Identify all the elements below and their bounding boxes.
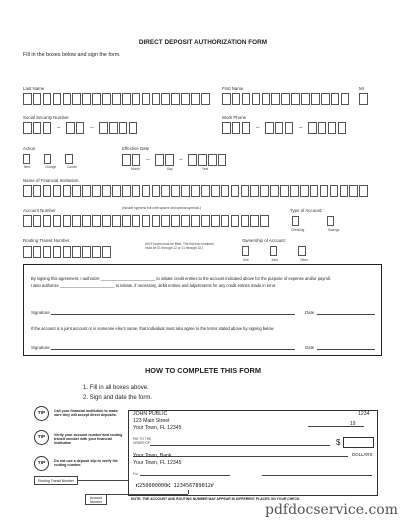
last-name-boxes[interactable] — [23, 93, 210, 105]
char-box[interactable] — [181, 215, 190, 227]
tip-icon-1: TIP — [34, 406, 49, 421]
ownership-boxes[interactable] — [242, 246, 306, 256]
howto-step-2: 2. Sign and date the form. — [83, 395, 153, 401]
char-box[interactable] — [43, 185, 52, 197]
type-of-account-label: Type of Account: — [290, 208, 323, 213]
own-other: Other — [300, 258, 308, 262]
ssn-boxes[interactable]: – – — [23, 122, 137, 134]
char-box[interactable] — [211, 185, 220, 197]
char-box[interactable] — [23, 185, 32, 197]
account-callout-text-1: Account — [89, 496, 103, 500]
check-pay-to: PAY TO THE — [133, 437, 152, 441]
account-callout — [85, 494, 107, 505]
char-box[interactable] — [320, 185, 329, 197]
char-box[interactable] — [161, 93, 170, 105]
check-dollar-sign: $ — [336, 438, 341, 447]
char-box[interactable] — [132, 185, 141, 197]
agreement-line-1: By signing this agreement, I authorize ________________________ to initiate credit entries to the account indicated above for the purpose of expense and/or payroll. — [31, 276, 331, 281]
char-box[interactable] — [311, 93, 320, 105]
char-box[interactable] — [181, 93, 190, 105]
date-line-2[interactable] — [317, 349, 375, 350]
char-box[interactable] — [252, 93, 261, 105]
check-micr: ⑆250000000⑆ 123456789012⑈ — [136, 483, 215, 489]
char-box[interactable] — [72, 185, 81, 197]
char-box[interactable] — [43, 215, 52, 227]
char-box[interactable] — [250, 215, 259, 227]
agreement-line-2: I also authorize ________________________ to initiate, if necessary, debit entries and adjustments for any credit entries made in error. — [31, 283, 277, 288]
action-boxes[interactable] — [23, 154, 73, 164]
tip-text-2: Verify your account number and routing transit number with your financial institution — [54, 433, 123, 446]
ssn-label: Social Security Number — [23, 115, 69, 120]
date-month: Month — [131, 167, 140, 171]
char-box[interactable] — [221, 215, 230, 227]
char-box[interactable] — [221, 185, 230, 197]
effective-date-label: Effective Date — [122, 146, 150, 151]
char-box[interactable] — [201, 185, 210, 197]
joint-note: If the account is a joint account or in someone else's name, that individual must also agree to the terms stated above by signing below — [31, 326, 274, 331]
check-name: JOHN PUBLIC — [133, 411, 168, 417]
watermark: pdfdocservice.com — [264, 502, 398, 518]
char-box[interactable] — [201, 215, 210, 227]
char-box[interactable] — [112, 93, 121, 105]
char-box[interactable] — [142, 215, 151, 227]
char-box[interactable] — [349, 185, 358, 197]
routing-note-1: (All 9 boxes must be filled. The first two numbers — [145, 242, 214, 246]
char-box[interactable] — [53, 93, 62, 105]
action-label: Action — [23, 146, 36, 151]
last-name-label: Last Name — [23, 86, 45, 91]
date-line-1[interactable] — [317, 314, 375, 315]
char-box[interactable] — [122, 93, 131, 105]
check-amount-box — [343, 437, 374, 448]
routing-callout-text: Routing Transit Number — [38, 478, 74, 483]
char-box[interactable] — [171, 185, 180, 197]
check-for: For — [133, 472, 138, 476]
own-self: Self — [243, 258, 249, 262]
char-box[interactable] — [222, 93, 231, 105]
form-title: DIRECT DEPOSIT AUTHORIZATION FORM — [138, 39, 268, 46]
char-box[interactable] — [300, 185, 309, 197]
check-payee-line — [150, 445, 330, 446]
char-box[interactable] — [290, 185, 299, 197]
date-day: Day — [167, 167, 173, 171]
account-type-boxes[interactable] — [292, 216, 334, 226]
char-box[interactable] — [211, 215, 220, 227]
char-box[interactable] — [132, 93, 141, 105]
fin-inst-label: Name of Financial Institution — [23, 178, 79, 183]
char-box[interactable] — [33, 185, 42, 197]
char-box[interactable] — [72, 93, 81, 105]
action-cancel: Cancel — [67, 165, 77, 169]
first-name-label: First Name — [222, 86, 244, 91]
char-box[interactable] — [102, 215, 111, 227]
char-box[interactable] — [161, 215, 170, 227]
check-dollars: DOLLARS — [352, 452, 373, 457]
char-box[interactable] — [82, 93, 91, 105]
tip-text-1: Call your financial institution to make sure they will accept direct deposits. — [54, 409, 118, 418]
char-box[interactable] — [330, 185, 339, 197]
check-address-1: 123 Main Street — [133, 418, 170, 424]
char-box[interactable] — [72, 215, 81, 227]
char-box[interactable] — [43, 246, 52, 258]
char-box[interactable] — [142, 185, 151, 197]
signature-line-2[interactable] — [51, 349, 295, 350]
char-box[interactable] — [53, 215, 62, 227]
type-checking: Checking — [291, 228, 305, 232]
char-box[interactable] — [82, 215, 91, 227]
check-bank: Your Town, Bank — [133, 453, 172, 459]
char-box[interactable] — [142, 93, 151, 105]
mi-box[interactable] — [359, 93, 368, 105]
routing-boxes[interactable] — [23, 246, 111, 258]
char-box[interactable] — [171, 93, 180, 105]
tip-icon-3: TIP — [34, 456, 49, 471]
char-box[interactable] — [63, 215, 72, 227]
check-bank-address: Your Town, FL 12345 — [133, 460, 182, 466]
char-box[interactable] — [33, 215, 42, 227]
char-box[interactable] — [321, 93, 330, 105]
fin-inst-boxes[interactable] — [23, 185, 368, 197]
char-box[interactable] — [33, 93, 42, 105]
char-box[interactable] — [270, 185, 279, 197]
char-box[interactable] — [250, 185, 259, 197]
howto-step-1: 1. Fill in all boxes above. — [83, 385, 149, 391]
char-box[interactable] — [122, 185, 131, 197]
char-box[interactable] — [63, 246, 72, 258]
check-address-2: Your Town, FL 12345 — [133, 425, 182, 431]
char-box[interactable] — [191, 185, 200, 197]
char-box[interactable] — [340, 185, 349, 197]
char-box[interactable] — [152, 93, 161, 105]
routing-note-2: must be 01 through 12 or 21 through 32.) — [145, 246, 204, 250]
routing-label: Routing Transit Number — [23, 238, 70, 243]
account-callout-line — [107, 494, 188, 495]
char-box[interactable] — [231, 185, 240, 197]
char-box[interactable] — [72, 246, 81, 258]
account-callout-text-2: Number — [89, 500, 103, 505]
char-box[interactable] — [53, 185, 62, 197]
date-label-2: Date — [305, 345, 315, 350]
ownership-label: Ownership of Account: — [242, 238, 286, 243]
char-box[interactable] — [122, 215, 131, 227]
check-date-suffix: 19 — [350, 421, 356, 427]
char-box[interactable] — [291, 93, 300, 105]
char-box[interactable] — [92, 246, 101, 258]
signature-label-2: Signature — [31, 345, 50, 350]
char-box[interactable] — [171, 215, 180, 227]
char-box[interactable] — [152, 185, 161, 197]
char-box[interactable] — [132, 215, 141, 227]
work-phone-boxes[interactable]: – – — [222, 122, 346, 134]
char-box[interactable] — [23, 215, 32, 227]
char-box[interactable] — [262, 93, 271, 105]
char-box[interactable] — [271, 93, 280, 105]
account-number-boxes[interactable] — [23, 215, 269, 227]
signature-line-1[interactable] — [51, 314, 295, 315]
char-box[interactable] — [260, 185, 269, 197]
routing-callout — [34, 476, 78, 485]
char-box[interactable] — [92, 185, 101, 197]
own-joint: Joint — [271, 258, 278, 262]
date-label-1: Date — [305, 310, 315, 315]
check-note: NOTE: THE ACCOUNT AND ROUTING NUMBER MAY APPEAR IN DIFFERENT PLACES ON YOUR CHECK. — [131, 497, 301, 501]
char-box[interactable] — [82, 185, 91, 197]
account-callout-stem — [188, 490, 189, 494]
char-box[interactable] — [281, 93, 290, 105]
char-box[interactable] — [23, 246, 32, 258]
char-box[interactable] — [82, 246, 91, 258]
char-box[interactable] — [191, 215, 200, 227]
check-signature-line — [262, 475, 372, 476]
account-number-note: (include hyphens but omit spaces and special symbols.) — [122, 206, 201, 210]
form-instructions: Fill in the boxes below and sign the form. — [23, 52, 121, 58]
effective-date-boxes[interactable]: – – — [122, 154, 226, 166]
check-for-line — [140, 475, 230, 476]
howto-title: HOW TO COMPLETE THIS FORM — [144, 366, 262, 375]
char-box[interactable] — [331, 93, 340, 105]
type-savings: Savings — [328, 228, 340, 232]
char-box[interactable] — [310, 185, 319, 197]
char-box[interactable] — [53, 246, 62, 258]
char-box[interactable] — [112, 185, 121, 197]
char-box[interactable] — [231, 215, 240, 227]
signature-label-1: Signature — [31, 310, 50, 315]
char-box[interactable] — [23, 93, 32, 105]
char-box[interactable] — [232, 93, 241, 105]
char-box[interactable] — [280, 185, 289, 197]
check-number: 1234 — [358, 411, 370, 417]
mi-label: MI — [359, 86, 364, 91]
char-box[interactable] — [92, 215, 101, 227]
char-box[interactable] — [181, 185, 190, 197]
account-number-label: Account Number — [23, 208, 56, 213]
char-box[interactable] — [242, 93, 251, 105]
tip-icon-2: TIP — [34, 430, 49, 445]
char-box[interactable] — [92, 93, 101, 105]
char-box[interactable] — [241, 215, 250, 227]
action-new: New — [24, 165, 31, 169]
action-change: Change — [45, 165, 57, 169]
char-box[interactable] — [43, 93, 52, 105]
tip-text-3: Do not use a deposit slip to verify the routing number. — [54, 459, 118, 468]
char-box[interactable] — [152, 215, 161, 227]
char-box[interactable] — [102, 246, 111, 258]
char-box[interactable] — [102, 93, 111, 105]
char-box[interactable] — [33, 246, 42, 258]
char-box[interactable] — [191, 93, 200, 105]
first-name-boxes[interactable] — [222, 93, 349, 105]
char-box[interactable] — [102, 185, 111, 197]
char-box[interactable] — [112, 215, 121, 227]
date-year: Year — [202, 167, 209, 171]
char-box[interactable] — [63, 93, 72, 105]
char-box[interactable] — [341, 93, 350, 105]
work-phone-label: Work Phone — [222, 115, 247, 120]
char-box[interactable] — [201, 93, 210, 105]
char-box[interactable] — [241, 185, 250, 197]
char-box[interactable] — [63, 185, 72, 197]
char-box[interactable] — [301, 93, 310, 105]
char-box[interactable] — [359, 185, 368, 197]
check-order-of: ORDER OF — [133, 441, 150, 445]
char-box[interactable] — [260, 215, 269, 227]
char-box[interactable] — [161, 185, 170, 197]
